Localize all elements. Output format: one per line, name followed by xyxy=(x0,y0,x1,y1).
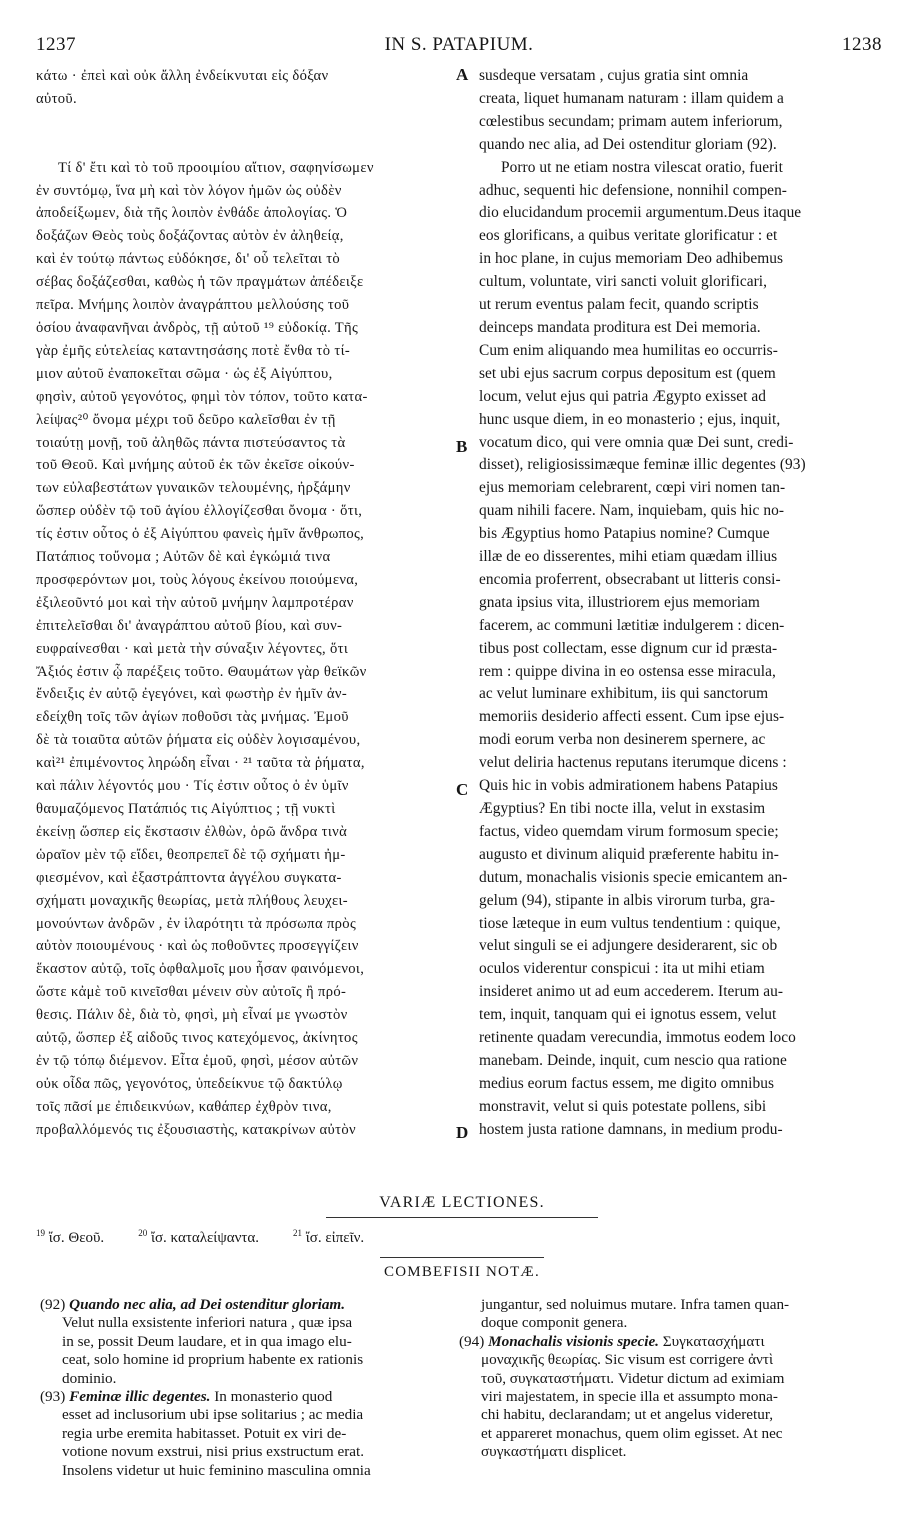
text-line: retinente quadam verecundia, immotus eodem loco xyxy=(479,1029,796,1047)
text-line: memoriis desiderio affecti essent. Cum ipse ejus- xyxy=(479,708,785,726)
note-line: doque componit genera. xyxy=(481,1314,628,1332)
note-line: (92) Quando nec alia, ad Dei ostenditur gloriam. xyxy=(40,1296,346,1313)
text-line: rem : quippe divina in eo ostensa esse miracula, xyxy=(479,662,776,680)
note-line: ceat, solo homine id proprium habente ex rationis xyxy=(62,1351,364,1369)
text-line: πεῖρα. Μνήμης λοιπὸν ἀναγράπτου μελλούσης τοῦ xyxy=(36,297,350,314)
text-line: gelum (94), stipante in albis virorum turba, gra- xyxy=(479,891,776,909)
variant-reading: $^{21}$ ἴσ. εἰπεῖν. xyxy=(293,1228,365,1246)
note-line: et appareret monachus, quem olim egisset. At nec xyxy=(481,1424,783,1442)
text-line: bis Ægyptius homo Patapius nomine? Cumque xyxy=(479,525,770,543)
text-line: manebam. Deinde, inquit, cum nescio qua ratione xyxy=(479,1051,787,1069)
text-line: τοιαύτῃ μονῇ, τοῦ ἀληθῶς πάντα πιστεύσαντος τὰ xyxy=(36,434,346,451)
text-line: μονούντων ἀνδρῶν , ἐν ἱλαρότητι τὰ πρόσωπα πρὸς xyxy=(36,915,357,932)
text-line: φησὶν, αὐτοῦ γεγονότος, φημὶ τὸν τόπον, τοῦτο κατα- xyxy=(36,388,368,405)
text-line: ἐν συντόμῳ, ἵνα μὴ καὶ τὸν λόγον ἡμῶν ὡς οὐδὲν xyxy=(36,182,342,199)
text-line: set ubi ejus sacrum corpus depositum est (quem xyxy=(479,364,776,382)
text-line: Ægyptius? En tibi nocte illa, velut in exstasim xyxy=(479,800,766,817)
text-line: προσφερόντων μοι, τοὺς λόγους ἐκείνου ποιούμενα, xyxy=(36,571,359,588)
page-number-right: 1238 xyxy=(842,34,882,55)
text-line: ac velut luminare exhibitum, iis qui sanctorum xyxy=(479,685,769,703)
text-line: velut deliria hactenus reputans iterumque dicens : xyxy=(479,754,787,772)
text-line: hostem justa ratione damnans, in medium produ- xyxy=(479,1120,783,1138)
divider xyxy=(380,1257,544,1258)
note-line: Insolens videtur ut huic feminino masculina omnia xyxy=(62,1461,371,1479)
text-line: ὥσπερ οὐδὲν τῷ τοῦ ἁγίου ἐλλογίζεσθαι ὄνομα · ὅτι, xyxy=(36,503,363,520)
note-line: dominio. xyxy=(62,1369,117,1387)
text-line: θαυμαζόμενος Πατάπιός τις Αἰγύπτιος ; τῇ νυκτὶ xyxy=(36,801,336,817)
text-line: καὶ ἐν τούτῳ πάντως εὐδόκησε, δι' οὗ τελεῖται τὸ xyxy=(36,251,341,268)
note-line: (93) Feminæ illic degentes. In monasterio quod xyxy=(40,1388,333,1406)
text-line: tiose læteque in eum vultus tendentium : quique, xyxy=(479,914,781,932)
text-line: velut singuli se ei adjungere desiderarent, sic ob xyxy=(479,937,778,955)
text-line: σέβας δοξάζεσθαι, καθὼς ἡ τῶν πραγμάτων ἀπέδειξε xyxy=(36,274,364,291)
text-line: modi eorum verba non desinerem spernere, ac xyxy=(479,731,766,749)
text-line: ευφραίνεσθαι · καὶ μετὰ τὴν σύναξιν λέγοντες, ὅτι xyxy=(36,640,349,657)
text-line: cultum, voluntate, viri sancti voluit glorificari, xyxy=(479,273,768,291)
section-letter-d: D xyxy=(456,1123,469,1142)
note-line: μοναχικῆς θεωρίας. Sic visum est corrigere ἀντὶ xyxy=(481,1351,774,1369)
section-letter-b: B xyxy=(456,437,468,456)
note-line: τοῦ, συγκαταστήματι. Videtur dictum ad eximiam xyxy=(481,1369,785,1387)
text-line: quam nihili facere. Nam, inquiebam, quis hic no- xyxy=(479,502,784,520)
text-line: dio elucidandum procemii argumentum.Deus itaque xyxy=(479,204,802,222)
running-title: IN S. PATAPIUM. xyxy=(384,34,534,55)
variant-reading: $^{20}$ ἴσ. καταλείψαντα. xyxy=(138,1228,260,1246)
text-line: δοξάζων Θεὸς τοὺς δοξάζοντας αὐτὸν ἐν ἀληθείᾳ, xyxy=(36,228,344,245)
text-line: αὐτὸν ποιουμένους · καὶ ὡς ποθοῦντες προσεγγίζειν xyxy=(36,938,359,955)
text-line: factus, video quemdam virum formosum specie; xyxy=(479,822,779,840)
text-line: insideret animo ut ad eum accederem. Iterum au- xyxy=(479,983,784,1001)
note-line: in se, possit Deum laudare, et in qua imago elu- xyxy=(62,1332,352,1350)
variant-reading: $^{19}$ ἴσ. Θεοῦ. xyxy=(36,1228,105,1246)
section-letter-a: A xyxy=(456,65,469,84)
text-line: cœlestibus secundam; primam autem inferiorum, xyxy=(479,112,783,130)
text-line: εδείχθη τοῖς τῶν ἁγίων ποθοῦσι τὰς μνήμας. Ἐμοῦ xyxy=(36,709,349,726)
notes-column-right xyxy=(459,1296,891,1462)
text-line: λείψας²⁰ ὄνομα μέχρι τοῦ δεῦρο καλεῖσθαι ἐν τῇ xyxy=(36,411,336,428)
text-line: ejus memoriam celebrarent, cœpi viri nomen tan- xyxy=(479,479,786,497)
text-line: facerem, ac communi lætitiæ indulgerem : dicen- xyxy=(479,616,785,634)
text-line: hunc usque diem, in eo monasterio ; ejus, inquit, xyxy=(479,410,781,428)
text-line: Cum enim aliquando mea humilitas eo occurris- xyxy=(479,341,778,359)
text-line: illæ de eo disserentes, mihi etiam quædam illius xyxy=(479,548,778,566)
text-line: Porro ut ne etiam nostra vilescat oratio, fuerit xyxy=(501,158,783,176)
text-line: Πατάπιος τοὔνομα ; Αὐτῶν δὲ καὶ ἐγκώμιά τινα xyxy=(36,549,331,566)
text-line: augusto et divinum aliquid præferente habitu in- xyxy=(479,845,779,863)
text-line: creata, liquet humanam naturam : illam quidem a xyxy=(479,89,784,107)
text-line: eos glorificans, a quibus veritate glorificatur : et xyxy=(479,227,778,245)
text-line: ut rerum eventus palam fecit, quando scriptis xyxy=(479,296,759,314)
text-line: των εὐλαβεστάτων γυναικῶν τελουμένης, ἠρξάμην xyxy=(36,480,351,497)
variae-lectiones-list xyxy=(36,1228,398,1247)
text-line: οὐκ οἶδα πῶς, γεγονότος, ὑπεδείκνυε τῷ δακτύλῳ xyxy=(36,1075,343,1092)
text-line: Ἄξιός ἐστιν ᾧ παρέξεις τοῦτο. Θαυμάτων γὰρ θεϊκῶν xyxy=(36,663,367,680)
text-line: ἕκαστον αὐτῷ, τοῖς ὀφθαλμοῖς μου ἦσαν φαινόμενοι, xyxy=(36,961,365,978)
text-line: φιεσμένον, καὶ ἐξαστράπτοντα ἀγγέλου συγκατα- xyxy=(36,869,342,886)
text-line: κάτω · ἐπεὶ καὶ οὐκ ἄλλη ἐνδείκνυται εἰς δόξαν xyxy=(36,68,329,84)
text-line: σχήματι μοναχικῆς θεωρίας, μετὰ πλήθους λευχει- xyxy=(36,892,348,909)
text-line: ἔνδειξις ἐν αὐτῷ ἐγεγόνει, καὶ φωστὴρ ἐν ἡμῖν ἀν- xyxy=(36,686,348,703)
note-line: jungantur, sed noluimus mutare. Infra tamen quan- xyxy=(481,1296,790,1313)
text-line: Quis hic in vobis admirationem habens Patapius xyxy=(479,777,778,795)
section-letter-c: C xyxy=(456,780,469,799)
text-line: tibus post collectam, esse dignum cur id præsta- xyxy=(479,639,778,657)
text-line: vocatum dico, qui vere omnia quæ Dei sunt, credi- xyxy=(479,433,794,451)
text-line: τοῖς πᾶσί με ἐπιδεικνύων, καθάπερ ἐχθρὸν τινα, xyxy=(36,1098,332,1115)
text-line: ἐν τῷ τόπῳ διέμενον. Εἶτα ἐμοῦ, φησὶ, μέσον αὐτῶν xyxy=(36,1052,359,1069)
text-line: καὶ²¹ ἐπιμένοντος ληρώδη εἶναι · ²¹ ταῦτα τὰ ῥήματα, xyxy=(36,755,365,772)
note-line: viri majestatem, in specie illa et assumpto mona- xyxy=(481,1388,778,1406)
text-line: τοῦ Θεοῦ. Καὶ μνήμης αὐτοῦ ἐκ τῶν ἐκεῖσε οἰκούν- xyxy=(36,457,355,474)
text-line: ἐπιτελεῖσθαι δι' ἀναγράπτου αὐτοῦ βίου, καὶ συν- xyxy=(36,617,343,634)
text-line: γὰρ ἐμῆς εὐτελείας καταντησάσης ποτὲ ἔνθα τὸ τί- xyxy=(36,342,351,359)
latin-text-column xyxy=(479,65,888,1142)
note-line: votione novum exstrui, nisi prius exstructum erat. xyxy=(62,1443,365,1461)
greek-text-column xyxy=(36,65,456,1142)
text-line: medius eorum factus essem, me digito omnibus xyxy=(479,1074,775,1092)
note-line: esset ad inclusorium ubi ipse solitarius ; ac media xyxy=(62,1406,364,1424)
variae-title: VARIÆ LECTIONES. xyxy=(379,1194,545,1211)
text-line: ὥστε κἀμὲ τοῦ κινεῖσθαι μένειν σὺν αὐτοῖς ἢ πρό- xyxy=(36,984,347,1001)
text-line: ἐξιλεοῦντό μοι καὶ τὴν αὐτοῦ μνήμην λαμπροτέραν xyxy=(36,594,354,611)
text-line: locum, velut ejus qui patria Ægypto exisset ad xyxy=(479,387,766,405)
text-line: adhuc, sequenti hic defensione, nonnihil compen- xyxy=(479,181,787,199)
divider xyxy=(326,1217,598,1218)
text-line: προβαλλόμενός τις ἐξουσιαστὴς, κατακρίνων αὐτὸν xyxy=(36,1121,356,1138)
notes-column-left xyxy=(40,1296,457,1480)
notes-title: COMBEFISII NOTÆ. xyxy=(384,1264,540,1280)
text-line: monstravit, velut si quis potestate pollens, sibi xyxy=(479,1097,767,1115)
page-header xyxy=(36,34,882,60)
text-line: τίς ἐστιν οὗτος ὁ ἐξ Αἰγύπτου φανεὶς ἡμῖν ἄνθρωπος, xyxy=(36,526,365,543)
text-line: encomia proferrent, obsecrabant ut litteris consi- xyxy=(479,570,781,588)
text-line: Τί δ' ἔτι καὶ τὸ τοῦ προοιμίου αἴτιον, σαφηνίσωμεν xyxy=(58,159,374,176)
text-line: tem, inquit, tanquam qui ei ignotus essem, velut xyxy=(479,1006,777,1024)
text-line: καὶ πάλιν λέγοντός μου · Τίς ἐστιν οὗτος ὁ ἐν ὑμῖν xyxy=(36,778,349,795)
text-line: ὁσίου ἀναφανῆναι ἀνδρὸς, τῇ αὐτοῦ ¹⁹ εὐδοκίᾳ. Τῆς xyxy=(36,319,359,336)
text-line xyxy=(36,111,456,134)
note-line: Velut nulla exsistente inferiori natura , quæ ipsa xyxy=(62,1314,353,1332)
text-line: αὐτῷ, ὥσπερ ἐξ αἰδοῦς τινος κατεχόμενος, ἀκίνητος xyxy=(36,1030,358,1047)
text-line: oculos viderentur conspicui : ita ut mihi etiam xyxy=(479,960,765,978)
text-line: δὲ τὰ τοιαῦτα αὐτῶν ῥήματα εἰς οὐδὲν λογισαμένου, xyxy=(36,732,361,749)
text-line: dutum, monachalis visionis specie emicantem an- xyxy=(479,868,788,886)
text-line: quando nec alia, ad Dei ostenditur gloriam (92). xyxy=(479,135,777,153)
text-line: disset), religiosissimæque feminæ illic degentes (93) xyxy=(479,456,806,474)
text-line: susdeque versatam , cujus gratia sint omnia xyxy=(479,67,749,84)
text-line: gnata ipsius vita, illustriorem ejus memoriam xyxy=(479,593,760,611)
text-line: θεσις. Πάλιν δὲ, διὰ τὸ, φησὶ, μὴ εἶναί με γνωστὸν xyxy=(36,1007,348,1024)
text-line: μιον αὐτοῦ ἐναποκεῖται σῶμα · ὡς ἐξ Αἰγύπτου, xyxy=(36,365,333,382)
text-line: deinceps mandata proditura est Dei memoria. xyxy=(479,318,761,336)
note-line: regia urbe eremita habitasset. Potuit ex viri de- xyxy=(62,1424,347,1442)
text-line: in hoc plane, in cujus memoriam Deo adhibemus xyxy=(479,250,784,268)
text-line xyxy=(36,134,456,157)
text-line: αὐτοῦ. xyxy=(36,90,78,107)
page-number-left: 1237 xyxy=(36,34,76,55)
note-line: (94) Monachalis visionis specie. Συγκατασχήματι xyxy=(459,1332,765,1350)
text-line: ἀποδείξωμεν, διὰ τῆς λοιπὸν ἐνθάδε ἀπολογίας. Ὁ xyxy=(36,205,348,222)
text-line: ὡραῖον μὲν τῷ εἴδει, θεοπρεπεῖ δὲ τῷ σχήματι ἠμ- xyxy=(36,846,346,863)
text-line: ἐκείνῃ ὥσπερ εἰς ἔκστασιν ἐλθὼν, ὁρῶ ἄνδρα τινὰ xyxy=(36,823,348,840)
note-line: συγκαστήματι displicet. xyxy=(481,1443,627,1461)
note-line: chi habitu, declarandam; ut et angelus videretur, xyxy=(481,1406,774,1424)
